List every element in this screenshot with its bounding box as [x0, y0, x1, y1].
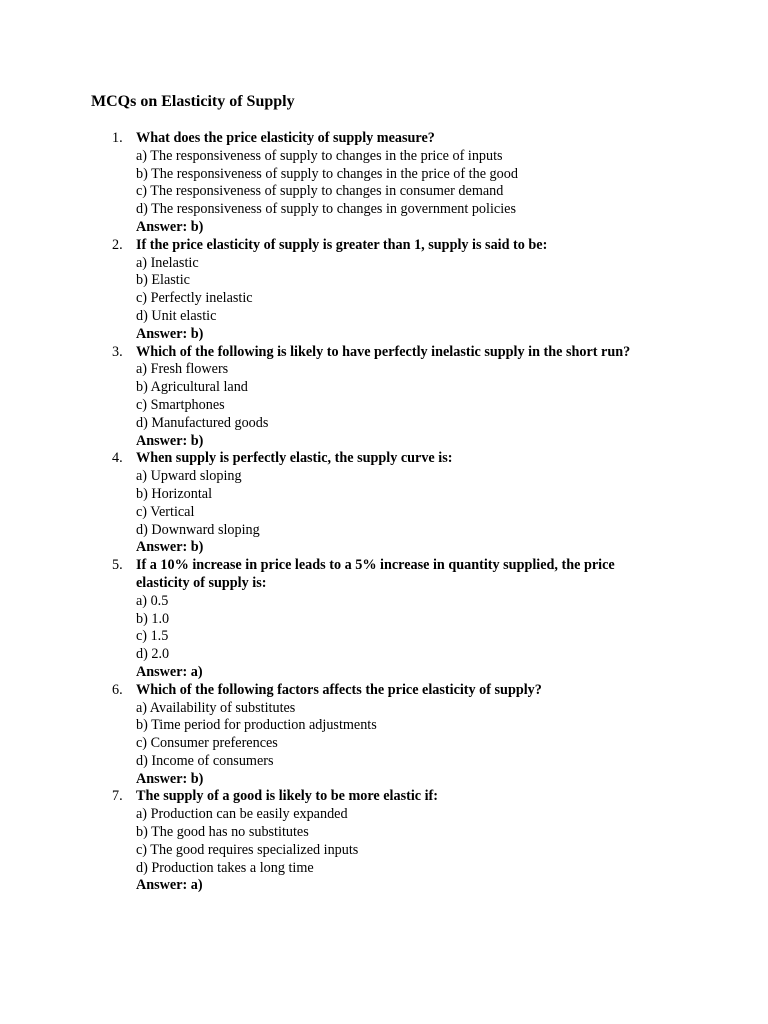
answer-option: d) Income of consumers — [136, 752, 274, 769]
answer-option: c) The good requires specialized inputs — [136, 841, 359, 858]
question-list — [0, 130, 768, 895]
answer-option: b) Horizontal — [136, 485, 213, 502]
answer-option: c) The responsiveness of supply to changes in consumer demand — [136, 183, 504, 200]
answer-option: a) Upward sloping — [136, 468, 242, 485]
answer-option: b) Time period for production adjustments — [136, 717, 377, 734]
correct-answer: Answer: b) — [136, 325, 204, 342]
question-number: 6. — [112, 681, 123, 698]
page-title: MCQs on Elasticity of Supply — [91, 93, 295, 110]
question-text: Which of the following factors affects the price elasticity of supply? — [136, 681, 542, 698]
question-text: What does the price elasticity of supply measure? — [136, 130, 435, 146]
answer-option: b) Elastic — [136, 272, 190, 289]
question-item — [0, 344, 768, 451]
answer-option: a) The responsiveness of supply to changes in the price of inputs — [136, 147, 503, 164]
answer-option: a) Availability of substitutes — [136, 699, 296, 716]
answer-option: b) Agricultural land — [136, 379, 248, 396]
question-item — [0, 682, 768, 789]
answer-option: d) Manufactured goods — [136, 414, 269, 431]
answer-option: b) The responsiveness of supply to changes in the price of the good — [136, 165, 518, 182]
question-item — [0, 130, 768, 237]
question-item — [0, 450, 768, 557]
answer-option: d) The responsiveness of supply to changes in government policies — [136, 201, 516, 218]
answer-option: a) Production can be easily expanded — [136, 806, 348, 823]
question-text: The supply of a good is likely to be more elastic if: — [136, 788, 439, 805]
question-text: When supply is perfectly elastic, the supply curve is: — [136, 450, 453, 467]
question-number: 4. — [112, 450, 123, 467]
answer-option: c) Vertical — [136, 503, 195, 520]
answer-option: c) Smartphones — [136, 396, 225, 413]
question-item — [0, 237, 768, 344]
correct-answer: Answer: b) — [136, 539, 204, 556]
answer-option: b) 1.0 — [136, 610, 170, 627]
question-item — [0, 788, 768, 895]
answer-option: a) Fresh flowers — [136, 361, 229, 378]
correct-answer: Answer: b) — [136, 432, 204, 449]
question-number: 1. — [112, 130, 123, 146]
answer-option: a) Inelastic — [136, 254, 199, 271]
answer-option: d) 2.0 — [136, 646, 170, 663]
answer-option: c) Consumer preferences — [136, 735, 278, 752]
correct-answer: Answer: b) — [136, 218, 204, 235]
question-number: 3. — [112, 343, 123, 360]
answer-option: c) Perfectly inelastic — [136, 290, 253, 307]
question-text: If the price elasticity of supply is greater than 1, supply is said to be: — [136, 236, 548, 253]
answer-option: d) Production takes a long time — [136, 859, 314, 876]
question-number: 5. — [112, 557, 123, 574]
question-text: Which of the following is likely to have perfectly inelastic supply in the short run? — [136, 343, 631, 360]
answer-option: c) 1.5 — [136, 628, 169, 645]
answer-option: d) Unit elastic — [136, 307, 217, 324]
answer-option: b) The good has no substitutes — [136, 824, 309, 841]
correct-answer: Answer: b) — [136, 770, 204, 787]
correct-answer: Answer: a) — [136, 663, 203, 680]
question-text: If a 10% increase in price leads to a 5% increase in quantity supplied, the price elasticity of supply is: — [136, 557, 615, 591]
question-number: 7. — [112, 788, 123, 805]
question-item — [0, 557, 768, 682]
correct-answer: Answer: a) — [136, 877, 203, 894]
answer-option: d) Downward sloping — [136, 521, 260, 538]
question-number: 2. — [112, 236, 123, 253]
answer-option: a) 0.5 — [136, 592, 169, 609]
